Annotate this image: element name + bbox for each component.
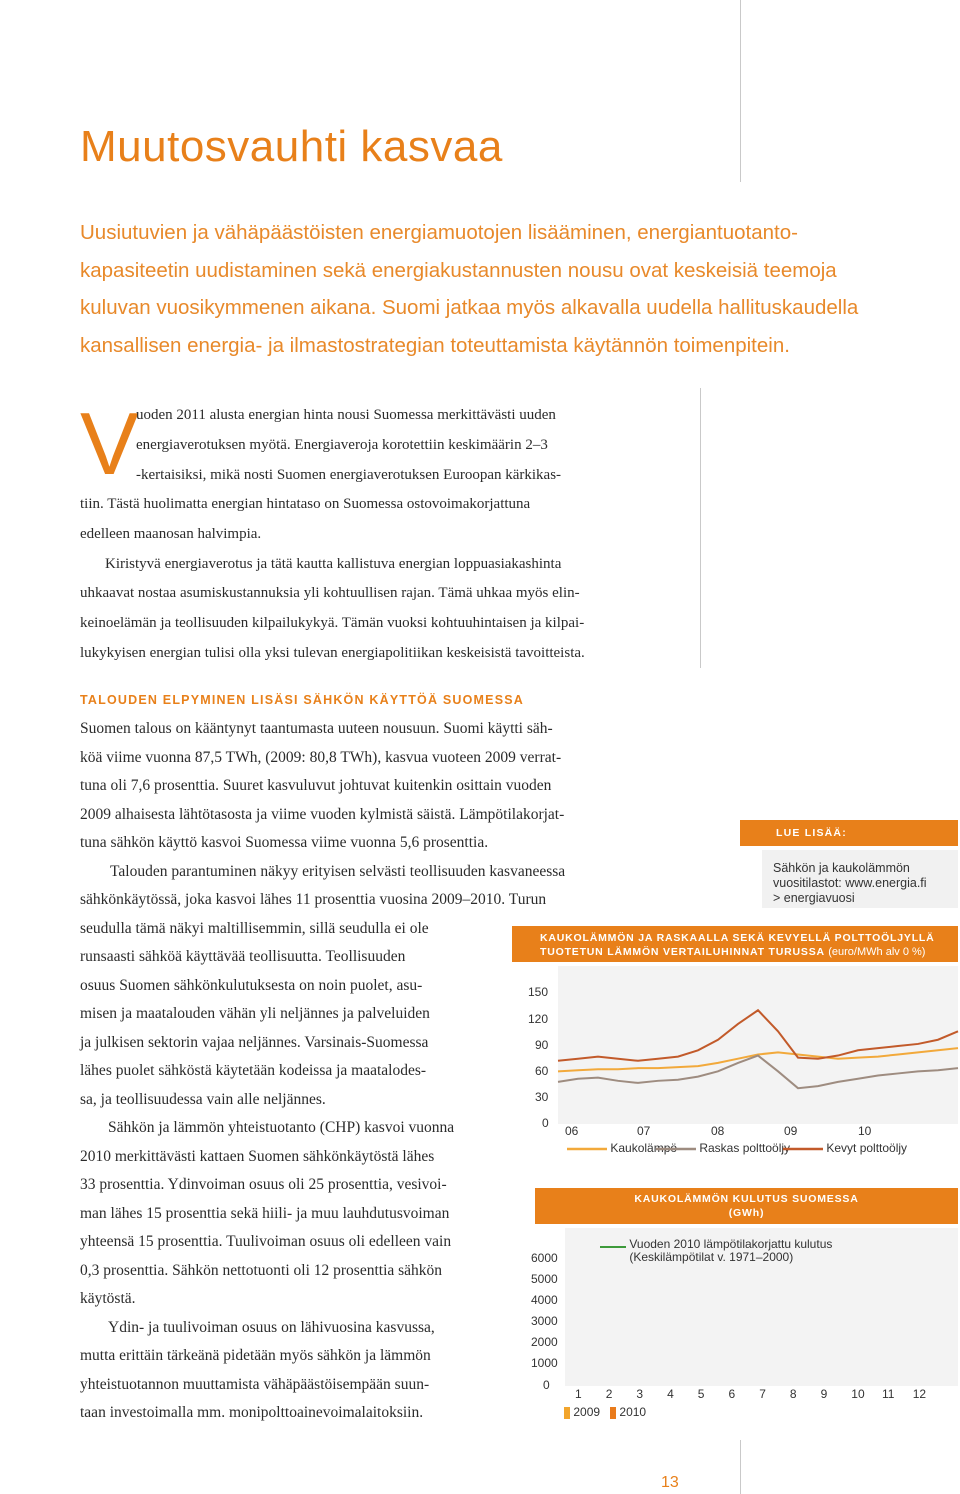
read-more-label [740,820,958,846]
section-line: Ydin- ja tuulivoiman osuus on lähivuosina kasvussa, [108,1319,435,1336]
consumption-x-tick: 8 [789,1387,797,1401]
intro-line: tiin. Tästä huolimatta energian hintataso on Suomessa ostovoimakorjattuna [80,496,531,512]
intro-line: -kertaisiksi, mikä nosti Suomen energiaverotuksen Euroopan kärkikas- [136,467,562,483]
consumption-x-tick: 11 [882,1387,895,1401]
consumption-x-tick: 9 [820,1387,828,1401]
page-number: 13 [661,1474,679,1491]
consumption-x-tick: 12 [912,1387,927,1401]
price-chart-title-1: KAUKOLÄMMÖN JA RASKAALLA SEKÄ KEVYELLÄ POLTTOÖLJYLLÄ [540,932,935,944]
section-line: osuus Suomen sähkönkulutuksesta on noin puolet, asu- [80,977,423,994]
price-y-tick: 90 [535,1038,549,1052]
consumption-y-tick: 1000 [531,1356,558,1370]
section-heading: TALOUDEN ELPYMINEN LISÄSI SÄHKÖN KÄYTTÖÄ SUOMESSA [80,693,525,707]
drop-cap: V [80,394,139,493]
consumption-line-legend-1: Vuoden 2010 lämpötilakorjattu kulutus [629,1237,833,1251]
section-line: taan investoimalla mm. monipolttoainevoimalaitoksiin. [80,1404,424,1421]
section-line: seudulla tämä näkyi maltillisemmin, sillä seudulla ei ole [80,920,429,937]
legend-swatch-2010 [610,1407,616,1419]
intro-line: Kiristyvä energiaverotus ja tätä kautta kallistuva energian loppuasiakashinta [105,556,562,572]
price-chart-area [558,966,958,1124]
section-line: 33 prosenttia. Ydinvoiman osuus oli 25 prosenttia, vesivoi- [80,1176,447,1193]
consumption-chart-header [535,1188,958,1224]
intro-line: energiaverotuksen myötä. Energiaveroja korotettiin keskimäärin 2–3 [136,437,548,453]
consumption-chart-title-1: KAUKOLÄMMÖN KULUTUS SUOMESSA [634,1193,859,1205]
read-more-box[interactable] [762,850,958,908]
section-line: 0,3 prosenttia. Sähkön nettotuonti oli 12 prosenttia sähkön [80,1262,443,1279]
section-line: yhteistuotannon muuttamista vähäpäästöisempään suun- [80,1376,430,1393]
top-rule [740,0,741,182]
section-line: tuna sähkön käyttö kasvoi Suomessa viime vuonna 5,6 prosenttia. [80,834,489,851]
intro-line: uhkaavat nostaa asumiskustannuksia yli kohtuullisen rajan. Tämä uhkaa myös elin- [80,585,580,601]
consumption-y-tick: 6000 [531,1251,558,1265]
consumption-line-legend-2: (Keskilämpötilat v. 1971–2000) [629,1250,794,1264]
consumption-legend-label: 2009 [573,1405,601,1419]
section-line: tuna oli 7,6 prosenttia. Suuret kasvuluvut johtuvat kuitenkin osittain vuoden [80,777,552,794]
section-line: misen ja maatalouden vähän yli neljännes ja palveluiden [80,1005,430,1022]
price-y-tick: 0 [542,1116,549,1130]
page-title: Muutosvauhti kasvaa [80,122,503,171]
section-line: man lähes 15 prosenttia sekä hiili- ja muu lauhdutusvoiman [80,1205,450,1222]
read-more-line: Sähkön ja kaukolämmön [773,861,910,875]
section-line: mutta erittäin tärkeänä pidetään myös sähkön ja lämmön [80,1347,431,1364]
consumption-x-tick: 6 [728,1387,736,1401]
lead-line: kansallisen energia- ja ilmastostrategian toteuttamista käytännön toimenpitein. [80,333,790,357]
price-x-tick: 06 [565,1124,579,1138]
body-rule [700,388,701,668]
section-line: runsaasti sähköä käyttävää teollisuutta. Teollisuuden [80,948,406,965]
price-chart-header [512,926,958,962]
section-line: sähkönkäytössä, joka kasvoi lähes 11 prosenttia vuosina 2009–2010. Turun [80,891,547,908]
consumption-chart-title-2: (GWh) [728,1207,765,1219]
price-legend-item [656,1141,790,1155]
read-more-link[interactable]: vuositilastot: www.energia.fi [773,876,927,890]
price-legend-label: Raskas polttoöljy [699,1141,791,1155]
price-x-tick: 10 [858,1124,872,1138]
consumption-line-legend [600,1238,832,1264]
price-legend-item [783,1141,907,1155]
section-line: yhteensä 15 prosenttia. Tuulivoiman osuus oli edelleen vain [80,1233,452,1250]
section-line: 2009 alhaisesta lähtötasosta ja viime vuoden kylmistä säistä. Lämpötilakorjat- [80,806,565,823]
consumption-x-tick: 7 [759,1387,766,1401]
section-line: Suomen talous on kääntynyt taantumasta uuteen nousuun. Suomi käytti säh- [80,720,553,737]
price-y-tick: 60 [535,1064,549,1078]
consumption-x-tick: 10 [851,1387,865,1401]
price-legend-label: Kevyt polttoöljy [826,1141,908,1155]
section-line: Talouden parantuminen näkyy erityisen selvästi teollisuuden kasvaneessa [110,863,566,880]
consumption-y-tick: 5000 [531,1272,558,1286]
section-line: käytöstä. [80,1290,136,1307]
consumption-x-tick: 4 [667,1387,674,1401]
consumption-x-tick: 1 [575,1387,582,1401]
section-line: Sähkön ja lämmön yhteistuotanto (CHP) kasvoi vuonna [108,1119,455,1136]
read-more-line: > energiavuosi [773,891,855,905]
price-x-tick: 09 [784,1124,798,1138]
price-x-tick: 08 [711,1124,725,1138]
intro-line: keinoelämän ja teollisuuden kilpailukykyä. Tämän vuoksi kohtuuhintaisen ja kilpai- [80,615,585,631]
consumption-y-tick: 0 [543,1378,550,1392]
read-more-label-text: LUE LISÄÄ: [776,827,847,839]
intro-line: edelleen maanosan halvimpia. [80,526,262,542]
consumption-y-tick: 2000 [531,1335,558,1349]
section-line: ja julkisen sektorin vajaa neljännes. Varsinais-Suomessa [80,1034,429,1051]
price-legend-label: Kaukolämpö [610,1141,678,1155]
price-x-tick: 07 [637,1124,651,1138]
price-chart-unit: (euro/MWh alv 0 %) [828,946,926,958]
lead-line: Uusiutuvien ja vähäpäästöisten energiamuotojen lisääminen, energiantuotanto- [80,221,798,244]
section-line: lähes puolet sähköstä käytetään kodeissa ja maatalodes- [80,1062,427,1079]
consumption-y-tick: 3000 [531,1314,558,1328]
price-y-tick: 30 [535,1090,549,1104]
price-y-tick: 120 [528,1012,549,1026]
consumption-bar-legend [564,1405,646,1419]
price-chart-title-2: TUOTETUN LÄMMÖN VERTAILUHINNAT TURUSSA [540,946,825,958]
consumption-x-tick: 2 [605,1387,613,1401]
price-y-tick: 150 [528,985,549,999]
intro-line: uoden 2011 alusta energian hinta nousi Suomessa merkittävästi uuden [136,407,556,423]
lead-line: kuluvan vuosikymmenen aikana. Suomi jatkaa myös alkavalla uudella hallituskaudella [80,296,859,319]
consumption-x-tick: 3 [636,1387,644,1401]
lead-line: kapasiteetin uudistaminen sekä energiakustannusten nousu ovat keskeisiä teemoja [80,258,837,282]
section-line: köä viime vuonna 87,5 TWh, (2009: 80,8 TWh), kasvua vuoteen 2009 verrat- [80,749,562,766]
footer-rule [740,1440,741,1494]
section-line: 2010 merkittävästi kattaen Suomen sähkönkäytöstä lähes [80,1148,435,1165]
lead-paragraph [80,214,910,364]
section-line: sa, ja teollisuudessa vain alle neljännes. [80,1091,326,1108]
consumption-legend-label: 2010 [619,1405,647,1419]
intro-line: lukykyisen energian tulisi olla yksi tulevan energiapolitiikan keskeisistä tavoitteista. [80,645,585,661]
consumption-x-tick: 5 [697,1387,705,1401]
legend-swatch-2009 [564,1407,570,1419]
consumption-y-tick: 4000 [531,1293,558,1307]
